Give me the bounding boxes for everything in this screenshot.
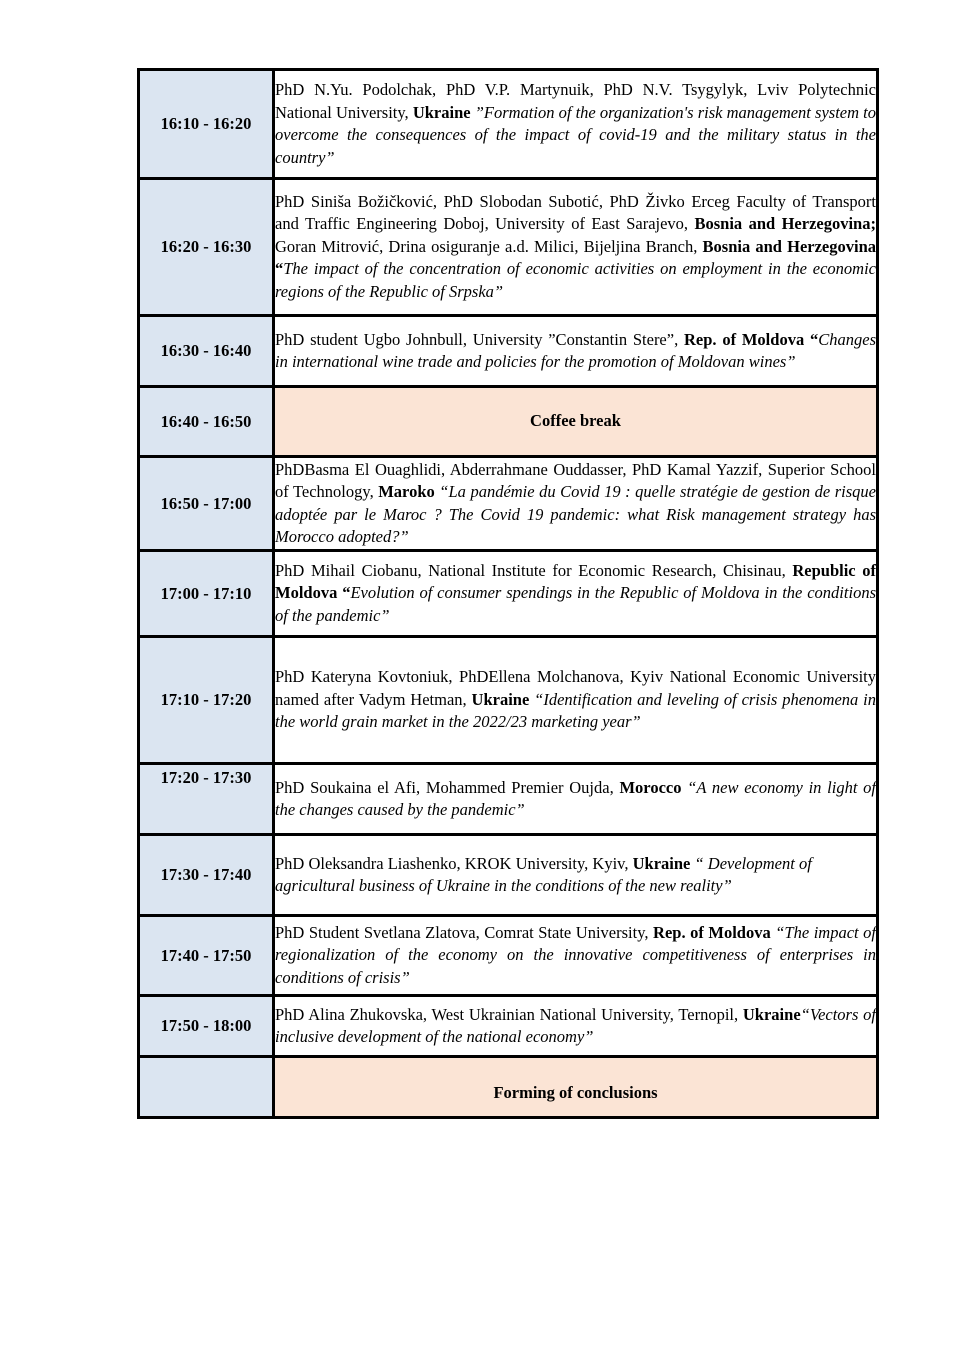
- talk-title: “ Development of agricultural business of Ukraine in the conditions of the new reality”: [275, 853, 812, 895]
- authors: PhD Oleksandra Liashenko, KROK University, Kyiv,: [275, 853, 633, 873]
- session-cell: [274, 457, 878, 551]
- time-cell: 17:20 - 17:30: [139, 764, 274, 835]
- country: Republic of Moldova “: [275, 560, 876, 603]
- table-row: [139, 764, 878, 835]
- table-row: [139, 179, 878, 316]
- table-row: [139, 551, 878, 637]
- talk-title: “A new economy in light of the changes caused by the pandemic”: [275, 777, 876, 819]
- time-cell: 17:40 - 17:50: [139, 916, 274, 996]
- session-cell: [274, 316, 878, 387]
- talk-title: The impact of the concentration of economic activities on employment in the economic regions of the Republic of Srpska”: [275, 259, 876, 301]
- session-cell: [274, 179, 878, 316]
- session-cell: [274, 916, 878, 996]
- country: Ukraine: [742, 1004, 801, 1024]
- table-row: [139, 996, 878, 1057]
- country: Ukraine: [632, 853, 691, 873]
- authors: PhD Alina Zhukovska, West Ukrainian National University, Ternopil,: [275, 1004, 743, 1024]
- session-cell: [274, 835, 878, 916]
- country-secondary: Bosnia and Herzegovina “: [275, 236, 877, 279]
- authors: PhD Mihail Ciobanu, National Institute for Economic Research, Chisinau,: [275, 560, 793, 580]
- time-cell: 16:10 - 16:20: [139, 70, 274, 179]
- schedule-table: [137, 68, 879, 1119]
- authors: PhD Siniša Božičković, PhD Slobodan Subotić, PhD Živko Erceg Faculty of Transport and Traffic Engineering Doboj, University of East Sarajevo,: [275, 191, 876, 234]
- talk-title: “The impact of regionalization of the economy on the innovative competitiveness of enterprises in conditions of crisis”: [275, 922, 876, 987]
- session-cell: [274, 637, 878, 764]
- table-row: [139, 316, 878, 387]
- time-cell: 16:40 - 16:50: [139, 387, 274, 457]
- time-cell: 17:50 - 18:00: [139, 996, 274, 1057]
- time-cell: 16:50 - 17:00: [139, 457, 274, 551]
- authors: PhDBasma El Ouaghlidi, Abderrahmane Ouddasser, PhD Kamal Yazzif, Superior School of Technology,: [275, 459, 876, 501]
- talk-title: ”Formation of the organization's risk management system to overcome the consequences of the impact of covid-19 and the military status in the country”: [275, 102, 876, 167]
- talk-title: “La pandémie du Covid 19 : quelle stratégie de gestion de risque adoptée par le Maroc ? The Covid 19 pandemic: what Risk management strategy has Morocco adopted?”: [275, 482, 876, 546]
- session-cell: [274, 551, 878, 637]
- session-cell: [274, 996, 878, 1057]
- table-row: [139, 457, 878, 551]
- talk-title: Evolution of consumer spendings in the Republic of Moldova in the conditions of the pandemic”: [275, 583, 876, 625]
- time-cell: [139, 1057, 274, 1118]
- time-cell: 16:20 - 16:30: [139, 179, 274, 316]
- time-cell: 17:10 - 17:20: [139, 637, 274, 764]
- table-row: [139, 637, 878, 764]
- country: Rep. of Moldova “: [684, 329, 819, 349]
- country: Morocco: [619, 777, 682, 797]
- table-row: [139, 916, 878, 996]
- country: Rep. of Moldova: [653, 922, 771, 942]
- authors: PhD Student Svetlana Zlatova, Comrat State University,: [275, 922, 654, 942]
- authors-secondary: Goran Mitrović, Drina osiguranje a.d. Milici, Bijeljina Branch,: [275, 236, 703, 256]
- country: Ukraine: [471, 689, 530, 709]
- table-row: [139, 1057, 878, 1118]
- talk-title: “Identification and leveling of crisis phenomena in the world grain market in the 2022/23 marketing year”: [275, 689, 876, 732]
- authors: PhD student Ugbo Johnbull, University ”Constantin Stere”,: [275, 329, 684, 349]
- authors: PhD N.Yu. Podolchak, PhD V.P. Martynuik, PhD N.V. Tsygylyk, Lviv Polytechnic National University,: [275, 80, 876, 122]
- talk-title: Changes in international wine trade and policies for the promotion of Moldovan wines”: [275, 329, 876, 371]
- coffee-break-cell: Coffee break: [274, 387, 878, 457]
- session-cell: [274, 764, 878, 835]
- country: Bosnia and Herzegovina;: [694, 214, 876, 234]
- conclusions-cell: Forming of conclusions: [274, 1057, 878, 1118]
- country: Ukraine: [412, 102, 471, 122]
- session-cell: [274, 70, 878, 179]
- table-row: [139, 835, 878, 916]
- time-cell: 17:00 - 17:10: [139, 551, 274, 637]
- talk-title: “Vectors of inclusive development of the national economy”: [275, 1004, 876, 1046]
- time-cell: 16:30 - 16:40: [139, 316, 274, 387]
- time-cell: 17:30 - 17:40: [139, 835, 274, 916]
- table-row: [139, 387, 878, 457]
- table-row: [139, 70, 878, 179]
- authors: PhD Kateryna Kovtoniuk, PhDEllena Molchanova, Kyiv National Economic University named after Vadym Hetman,: [275, 667, 876, 709]
- authors: PhD Soukaina el Afi, Mohammed Premier Oujda,: [275, 777, 620, 797]
- country: Maroko: [378, 482, 435, 501]
